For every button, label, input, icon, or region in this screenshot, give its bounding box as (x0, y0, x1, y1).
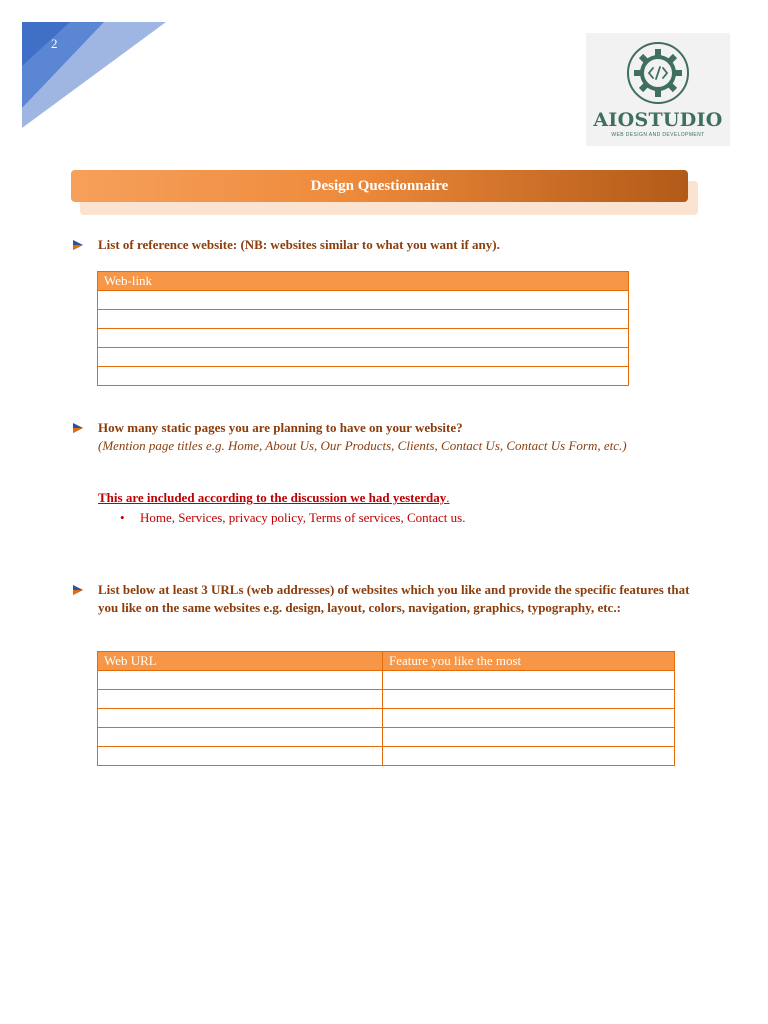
gear-code-icon (626, 41, 690, 105)
discussion-note (98, 490, 450, 506)
table-cell[interactable] (383, 690, 675, 709)
bullet-arrow-icon (72, 422, 84, 434)
bullet-dot-icon: • (120, 510, 125, 525)
table-cell[interactable] (98, 728, 383, 747)
question-3: List below at least 3 URLs (web addresses) of websites which you like and provide the specific features that you like on the same websites e.g. design, layout, colors, navigation, graphics, typography, etc.: (98, 582, 690, 615)
table-row (98, 310, 629, 329)
table-row (98, 348, 629, 367)
table-header-web-link: Web-link (98, 272, 629, 291)
table-header-web-url: Web URL (98, 652, 383, 671)
list-item-text: Home, Services, privacy policy, Terms of services, Contact us. (140, 510, 466, 525)
table-cell[interactable] (98, 747, 383, 766)
discussion-note-period: . (446, 490, 450, 505)
table-row (98, 329, 629, 348)
liked-websites-table (97, 651, 675, 766)
corner-decoration (0, 0, 200, 140)
table-cell[interactable] (98, 310, 629, 329)
table-cell[interactable] (98, 348, 629, 367)
table-cell[interactable] (383, 671, 675, 690)
table-cell[interactable] (98, 709, 383, 728)
reference-websites-table (97, 271, 629, 386)
table-cell[interactable] (383, 709, 675, 728)
table-row (98, 728, 675, 747)
section-banner: Design Questionnaire (71, 170, 688, 202)
table-row (98, 690, 675, 709)
question-2: How many static pages you are planning to have on your website? (98, 420, 463, 435)
question-1: List of reference website: (NB: websites similar to what you want if any). (98, 237, 500, 252)
table-cell[interactable] (383, 747, 675, 766)
logo-title: AIOSTUDIO (593, 109, 723, 131)
table-cell[interactable] (98, 367, 629, 386)
question-2-hint: (Mention page titles e.g. Home, About Us, Our Products, Clients, Contact Us, Contact Us Form, etc.) (98, 438, 627, 453)
company-logo (586, 33, 730, 146)
table-row (98, 367, 629, 386)
logo-subtitle: WEB DESIGN AND DEVELOPMENT (611, 132, 705, 138)
table-cell[interactable] (98, 671, 383, 690)
table-cell[interactable] (98, 291, 629, 310)
table-row (98, 671, 675, 690)
table-cell[interactable] (98, 329, 629, 348)
bullet-arrow-icon (72, 239, 84, 251)
bullet-arrow-icon (72, 584, 84, 596)
table-cell[interactable] (383, 728, 675, 747)
table-row (98, 291, 629, 310)
table-cell[interactable] (98, 690, 383, 709)
list-item (120, 510, 465, 526)
table-row (98, 709, 675, 728)
discussion-note-text: This are included according to the discussion we had yesterday (98, 490, 447, 505)
table-header-feature: Feature you like the most (383, 652, 675, 671)
page-number: 2 (51, 36, 58, 51)
table-row (98, 747, 675, 766)
